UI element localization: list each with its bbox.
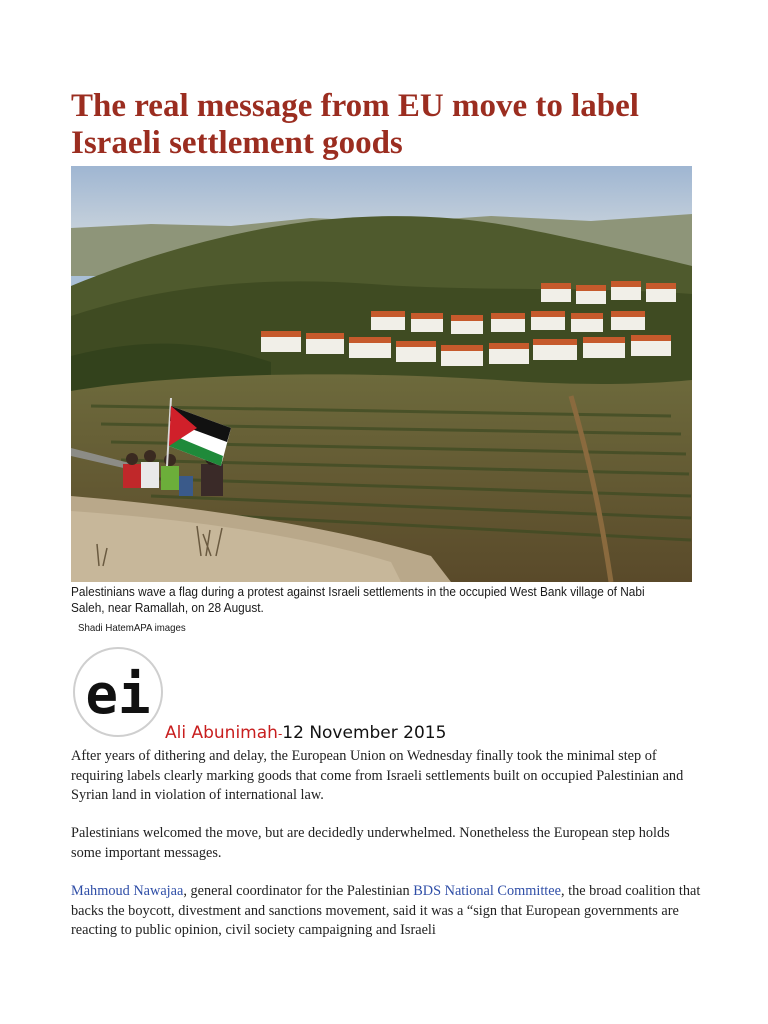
paragraph-1: After years of dithering and delay, the European Union on Wednesday finally took the minimal step of requiring labels clearly marking goods that come from Israeli settlements built on occupied Palestinian and Syrian land in violation of international law. <box>71 748 684 803</box>
author-link[interactable]: Ali Abunimah <box>165 723 278 743</box>
photo-caption: Palestinians wave a flag during a protest against Israeli settlements in the occupied West Bank village of Nabi Saleh, near Ramallah, on 28 August. <box>71 585 645 615</box>
paragraph-3-text-1: , general coordinator for the Palestinian <box>183 883 414 899</box>
paragraph-3 <box>71 882 701 941</box>
paragraph-2: Palestinians welcomed the move, but are decidedly underwhelmed. Nonetheless the European step holds some important messages. <box>71 825 670 861</box>
ei-logo <box>71 643 166 741</box>
byline-separator: - <box>277 727 283 741</box>
photo-credit: Shadi HatemAPA images <box>78 622 186 634</box>
paragraph-3-text-2: , the broad coalition that backs the boycott, divestment and sanctions movement, said it was a “sign that European governments are reacting to public opinion, civil society campaigning and Israeli <box>71 883 701 938</box>
publish-date: 12 November 2015 <box>282 723 447 743</box>
article-headline: The real message from EU move to label Israeli settlement goods <box>71 88 639 161</box>
byline <box>165 722 446 745</box>
logo-text: ei <box>85 663 151 726</box>
bds-committee-link[interactable]: BDS National Committee <box>413 883 561 899</box>
article-photo <box>71 166 692 582</box>
mahmoud-nawajaa-link[interactable]: Mahmoud Nawajaa <box>71 883 184 899</box>
